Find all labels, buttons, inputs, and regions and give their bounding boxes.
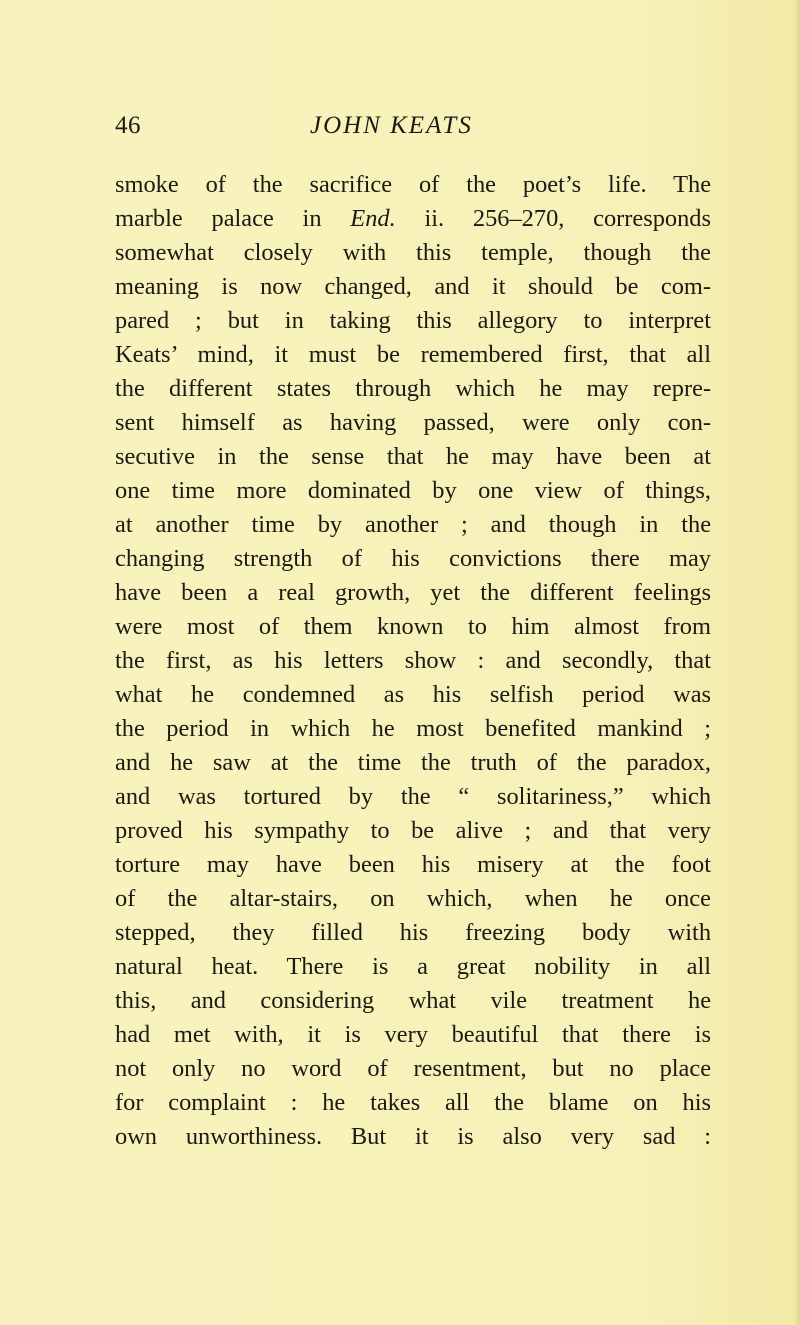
body-text [115, 168, 711, 1154]
text-line: have been a real growth, yet the different feelings [115, 579, 712, 606]
text-line: proved his sympathy to be alive ; and that very [115, 817, 711, 844]
text-line: sent himself as having passed, were only con- [115, 409, 712, 436]
text-line: had met with, it is very beautiful that there is [115, 1021, 711, 1048]
text-line: of the altar-stairs, on which, when he once [115, 885, 711, 912]
text-line: secutive in the sense that he may have been at [115, 443, 711, 470]
text-line: natural heat. There is a great nobility in all [115, 953, 712, 980]
running-title: JOHN KEATS [310, 112, 473, 139]
text-line: this, and considering what vile treatment he [115, 987, 712, 1014]
text-line [115, 202, 711, 236]
text-line: at another time by another ; and though in the [115, 511, 712, 538]
page-number: 46 [115, 112, 141, 139]
text-line: stepped, they filled his freezing body with [115, 919, 712, 946]
text-line: meaning is now changed, and it should be com- [115, 273, 711, 300]
italic-reference: End. [350, 205, 396, 232]
text-segment: ii. 256–270, corresponds [395, 205, 711, 232]
text-line: pared ; but in taking this allegory to interpret [115, 307, 711, 334]
text-line: and was tortured by the “ solitariness,” which [115, 783, 712, 810]
text-segment: marble palace in [115, 205, 351, 232]
text-line: Keats’ mind, it must be remembered first, that all [115, 341, 711, 368]
text-line: were most of them known to him almost from [115, 613, 711, 640]
text-line: and he saw at the time the truth of the paradox, [115, 749, 712, 776]
text-line: not only no word of resentment, but no place [115, 1055, 712, 1082]
text-line: one time more dominated by one view of things, [115, 477, 711, 504]
text-line: the first, as his letters show : and secondly, that [115, 647, 711, 674]
text-line: changing strength of his convictions there may [115, 545, 711, 572]
text-line: for complaint : he takes all the blame on his [115, 1089, 711, 1116]
page-header [115, 112, 715, 152]
text-line: torture may have been his misery at the foot [115, 851, 711, 878]
text-line: the different states through which he may repre- [115, 375, 712, 402]
text-line: what he condemned as his selfish period was [115, 681, 712, 708]
page-edge-shadow [794, 0, 800, 1325]
text-line: own unworthiness. But it is also very sad : [115, 1123, 712, 1150]
text-line: smoke of the sacrifice of the poet’s life. The [115, 171, 712, 198]
text-line: the period in which he most benefited mankind ; [115, 715, 711, 742]
text-line: somewhat closely with this temple, though the [115, 239, 711, 266]
